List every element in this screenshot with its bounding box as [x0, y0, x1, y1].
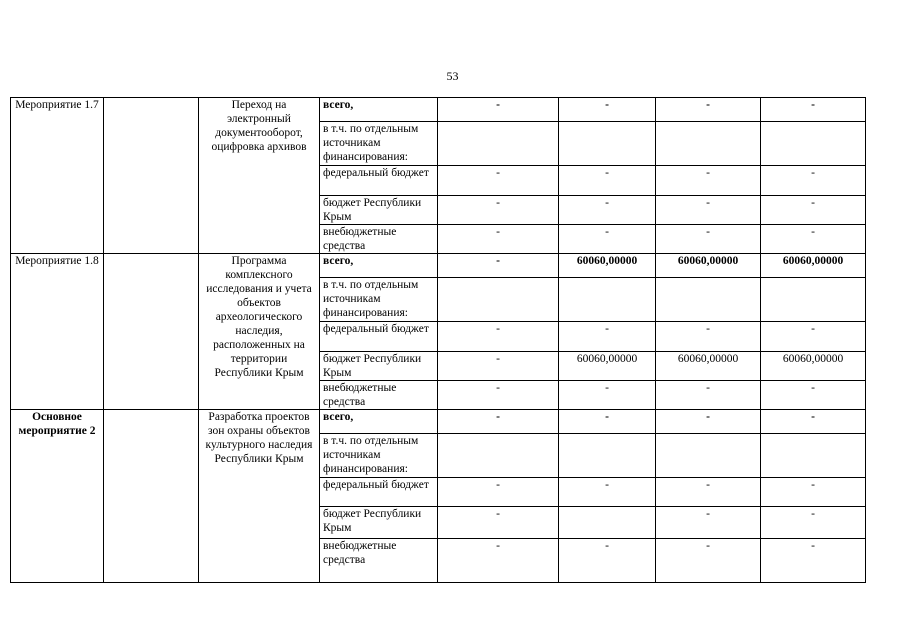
value-cell: -: [438, 166, 559, 196]
value-cell: -: [559, 410, 656, 434]
value-cell: -: [559, 539, 656, 583]
value-cell: -: [761, 322, 866, 352]
value-cell: -: [761, 507, 866, 539]
funding-source-cell: в т.ч. по отдельным источникам финансирования:: [320, 122, 438, 166]
value-cell: [559, 122, 656, 166]
value-cell: -: [438, 381, 559, 410]
funding-source-cell: всего,: [320, 410, 438, 434]
value-cell: -: [438, 322, 559, 352]
event-name-cell: Мероприятие 1.8: [11, 254, 104, 410]
funding-source-cell: внебюджетные средства: [320, 225, 438, 254]
table-row: [11, 254, 866, 278]
value-cell: [438, 278, 559, 322]
value-cell: [559, 507, 656, 539]
value-cell: -: [438, 410, 559, 434]
value-cell: [656, 278, 761, 322]
value-cell: -: [559, 322, 656, 352]
event-description-cell: Разработка проектов зон охраны объектов культурного наследия Республики Крым: [199, 410, 320, 583]
value-cell: -: [656, 196, 761, 225]
value-cell: -: [656, 478, 761, 507]
funding-source-cell: внебюджетные средства: [320, 539, 438, 583]
funding-source-cell: бюджет Республики Крым: [320, 352, 438, 381]
funding-source-cell: федеральный бюджет: [320, 322, 438, 352]
page-number: 53: [446, 69, 459, 83]
funding-source-cell: в т.ч. по отдельным источникам финансирования:: [320, 434, 438, 478]
value-cell: -: [761, 166, 866, 196]
funding-source-cell: бюджет Республики Крым: [320, 196, 438, 225]
value-cell: [761, 122, 866, 166]
value-cell: -: [656, 225, 761, 254]
value-cell: 60060,00000: [761, 352, 866, 381]
value-cell: -: [761, 539, 866, 583]
value-cell: -: [656, 98, 761, 122]
funding-source-cell: внебюджетные средства: [320, 381, 438, 410]
funding-source-cell: федеральный бюджет: [320, 478, 438, 507]
value-cell: -: [438, 98, 559, 122]
value-cell: -: [559, 478, 656, 507]
value-cell: -: [438, 539, 559, 583]
table-row: [11, 410, 866, 434]
value-cell: [559, 434, 656, 478]
value-cell: 60060,00000: [656, 352, 761, 381]
value-cell: -: [656, 507, 761, 539]
value-cell: -: [559, 381, 656, 410]
value-cell: [438, 434, 559, 478]
value-cell: -: [656, 322, 761, 352]
event-description-cell: Программа комплексного исследования и учета объектов археологического наследия, расположенных на территории Республики Крым: [199, 254, 320, 410]
budget-table: [10, 97, 866, 583]
value-cell: 60060,00000: [761, 254, 866, 278]
funding-source-cell: всего,: [320, 98, 438, 122]
empty-cell: [104, 254, 199, 410]
value-cell: -: [438, 225, 559, 254]
value-cell: -: [656, 539, 761, 583]
funding-source-cell: бюджет Республики Крым: [320, 507, 438, 539]
value-cell: 60060,00000: [559, 254, 656, 278]
table-row: [11, 98, 866, 122]
value-cell: -: [761, 98, 866, 122]
value-cell: 60060,00000: [559, 352, 656, 381]
value-cell: [761, 434, 866, 478]
event-name-cell: Основное мероприятие 2: [11, 410, 104, 583]
value-cell: -: [761, 196, 866, 225]
value-cell: -: [761, 478, 866, 507]
value-cell: 60060,00000: [656, 254, 761, 278]
value-cell: -: [559, 98, 656, 122]
value-cell: -: [656, 166, 761, 196]
event-name-cell: Мероприятие 1.7: [11, 98, 104, 254]
value-cell: [438, 122, 559, 166]
empty-cell: [104, 98, 199, 254]
value-cell: -: [761, 225, 866, 254]
value-cell: -: [761, 381, 866, 410]
value-cell: [761, 278, 866, 322]
value-cell: -: [656, 381, 761, 410]
event-description-cell: Переход на электронный документооборот, оцифровка архивов: [199, 98, 320, 254]
value-cell: -: [559, 166, 656, 196]
value-cell: -: [656, 410, 761, 434]
value-cell: [656, 434, 761, 478]
value-cell: -: [438, 352, 559, 381]
funding-source-cell: в т.ч. по отдельным источникам финансирования:: [320, 278, 438, 322]
funding-source-cell: федеральный бюджет: [320, 166, 438, 196]
empty-cell: [104, 410, 199, 583]
value-cell: [656, 122, 761, 166]
funding-source-cell: всего,: [320, 254, 438, 278]
value-cell: -: [438, 478, 559, 507]
value-cell: -: [438, 507, 559, 539]
value-cell: -: [559, 225, 656, 254]
value-cell: -: [438, 254, 559, 278]
value-cell: -: [761, 410, 866, 434]
value-cell: -: [559, 196, 656, 225]
value-cell: [559, 278, 656, 322]
value-cell: -: [438, 196, 559, 225]
